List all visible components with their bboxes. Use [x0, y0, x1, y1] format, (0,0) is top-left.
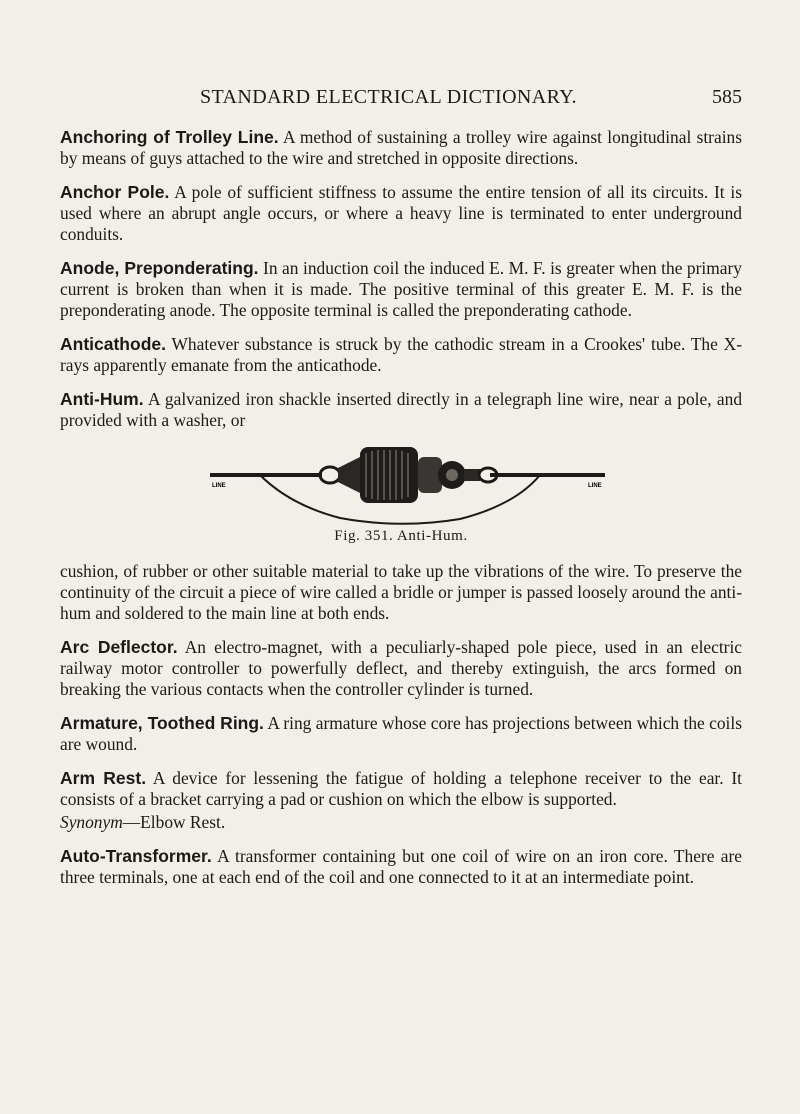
entry-definition: A method of sustaining a trolley wire against longitudinal strains by means of guys attached to the wire and stretched in opposite directions.: [60, 127, 742, 168]
entry-armature-toothed-ring: [60, 713, 742, 755]
entry-term: Anchoring of Trolley Line.: [60, 127, 279, 147]
running-head: [0, 86, 800, 112]
entry-arc-deflector: [60, 637, 742, 700]
line-label-left: LINE: [212, 483, 226, 489]
entry-definition: Whatever substance is struck by the cathodic stream in a Crookes' tube. The X-rays apparently emanate from the anticathode.: [60, 334, 742, 375]
entry-anchor-pole: [60, 182, 742, 245]
synonym-text: Elbow Rest.: [140, 812, 226, 832]
entry-anti-hum: [60, 389, 742, 431]
entry-term: Arm Rest.: [60, 768, 147, 788]
anti-hum-illustration: [60, 435, 742, 527]
entry-arm-rest: [60, 768, 742, 810]
entry-synonym: Synonym—Elbow Rest.: [60, 812, 226, 832]
shackle-body: [360, 447, 418, 503]
entry-anti-hum-continued: [60, 561, 742, 624]
entry-term: Arc Deflector.: [60, 637, 178, 657]
shackle-neck: [338, 457, 360, 493]
entry-definition: An electro-magnet, with a peculiarly-shaped pole piece, used in an electric railway motor controller to powerfully deflect, and thereby extinguish, the arcs formed on breaking the various contacts when the controller cylinder is turned.: [60, 637, 743, 699]
entry-definition: In an induction coil the induced E. M. F. is greater when the primary current is broken than when it is made. The positive terminal of this greater E. M. F. is the preponderating anode. The opposite terminal is called the preponderating cathode.: [60, 258, 742, 320]
entry-anode-preponderating: [60, 258, 742, 321]
entry-definition: cushion, of rubber or other suitable material to take up the vibrations of the wire. To preserve the continuity of the circuit a piece of wire called a bridle or jumper is passed loosely around the anti-hum and soldered to the main line at both ends.: [60, 561, 742, 623]
entry-auto-transformer: [60, 846, 742, 888]
running-title: STANDARD ELECTRICAL DICTIONARY.: [200, 86, 577, 108]
entry-anchoring-of-trolley-line: [60, 127, 742, 169]
entry-term: Auto-Transformer.: [60, 846, 212, 866]
entry-term: Anti-Hum.: [60, 389, 144, 409]
entry-definition: A galvanized iron shackle inserted directly in a telegraph line wire, near a pole, and provided with a washer, or: [60, 389, 743, 430]
synonym-label: Synonym: [60, 812, 123, 832]
page-number: 585: [712, 86, 742, 108]
entry-term: Anode, Preponderating.: [60, 258, 259, 278]
entry-anticathode: [60, 334, 742, 376]
figure-caption: Fig. 351. Anti-Hum.: [334, 528, 468, 544]
entry-term: Armature, Toothed Ring.: [60, 713, 264, 733]
entry-definition: A ring armature whose core has projections between which the coils are wound.: [60, 713, 742, 754]
entry-term: Anchor Pole.: [60, 182, 170, 202]
entry-definition: A transformer containing but one coil of wire on an iron core. There are three terminals, one at each end of the coil and one connected to it at an intermediate point.: [60, 846, 743, 887]
entry-definition: A device for lessening the fatigue of holding a telephone receiver to the ear. It consists of a bracket carrying a pad or cushion on which the elbow is supported.: [60, 768, 742, 809]
shackle-eye-left: [320, 467, 340, 483]
entries: [60, 127, 742, 901]
line-label-right: LINE: [588, 483, 602, 489]
figure-anti-hum: [60, 435, 742, 553]
entry-term: Anticathode.: [60, 334, 166, 354]
entry-definition: A pole of sufficient stiffness to assume the entire tension of all its circuits. It is used where an abrupt angle occurs, or where a heavy line is terminated to enter underground conduits.: [60, 182, 743, 244]
